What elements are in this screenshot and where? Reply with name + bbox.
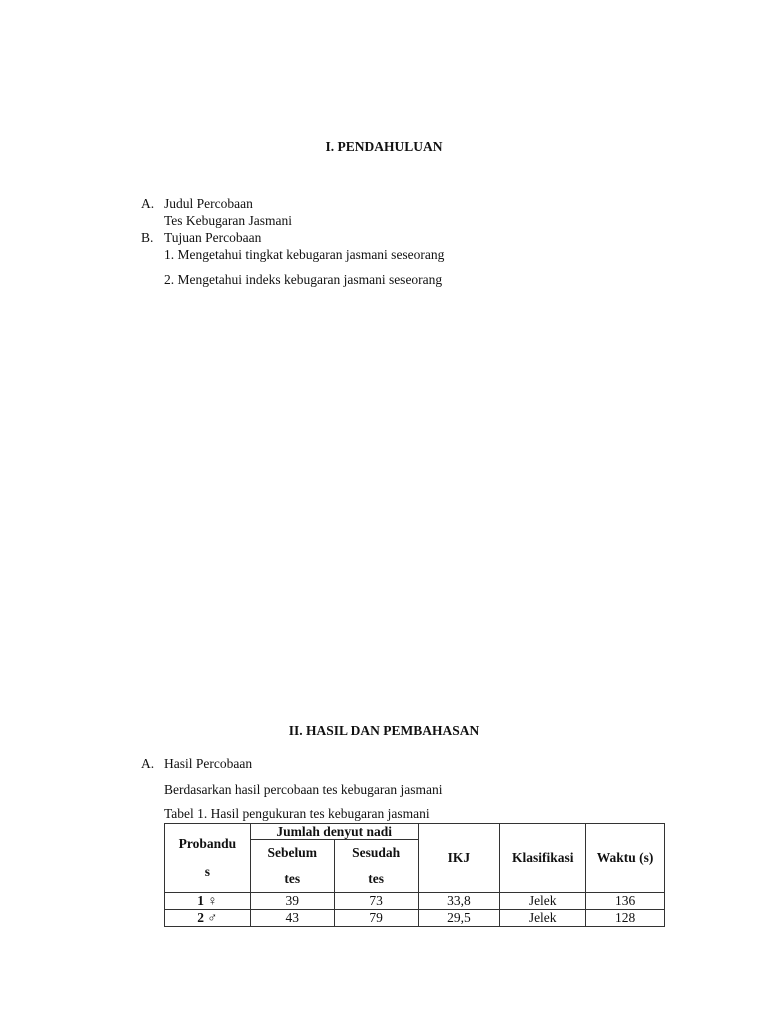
item-a-heading: Judul Percobaan — [164, 196, 253, 211]
cell-after: 73 — [334, 893, 418, 910]
section-2-title: II. HASIL DAN PEMBAHASAN — [288, 723, 480, 738]
header-probandus-line1: Probandu — [178, 836, 237, 851]
header-waktu: Waktu (s) — [586, 824, 665, 893]
cell-before: 43 — [250, 910, 334, 927]
header-probandus-line2: s — [204, 864, 211, 879]
header-ikj: IKJ — [418, 824, 500, 893]
result-heading: Hasil Percobaan — [164, 756, 253, 771]
header-after-line2: tes — [368, 871, 384, 886]
item-b-heading: Tujuan Percobaan — [164, 230, 262, 245]
cell-after: 79 — [334, 910, 418, 927]
cell-before: 39 — [250, 893, 334, 910]
cell-probandus: 2 ♂ — [165, 910, 251, 927]
item-b-marker: B. — [141, 230, 154, 245]
section-1-title: I. PENDAHULUAN — [325, 139, 443, 154]
header-probandus — [165, 824, 251, 893]
cell-probandus: 1 ♀ — [165, 893, 251, 910]
results-table — [164, 823, 665, 927]
item-a-marker: A. — [141, 196, 155, 211]
header-before — [250, 840, 334, 893]
header-klasifikasi: Klasifikasi — [500, 824, 586, 893]
result-intro: Berdasarkan hasil percobaan tes kebugaran jasmani — [164, 782, 443, 797]
header-pulse-group: Jumlah denyut nadi — [250, 824, 418, 840]
header-after — [334, 840, 418, 893]
header-after-line1: Sesudah — [352, 845, 401, 860]
cell-waktu: 136 — [586, 893, 665, 910]
header-before-line2: tes — [284, 871, 301, 886]
item-a-line: Tes Kebugaran Jasmani — [164, 213, 293, 228]
cell-ikj: 29,5 — [418, 910, 500, 927]
table-row — [165, 893, 665, 910]
cell-waktu: 128 — [586, 910, 665, 927]
objective-2: 2. Mengetahui indeks kebugaran jasmani seseorang — [164, 272, 443, 287]
objective-1: 1. Mengetahui tingkat kebugaran jasmani seseorang — [164, 247, 445, 262]
table-row — [165, 910, 665, 927]
result-marker: A. — [141, 756, 155, 771]
header-before-line1: Sebelum — [267, 845, 318, 860]
cell-ikj: 33,8 — [418, 893, 500, 910]
table-header-row — [165, 824, 665, 840]
cell-klasifikasi: Jelek — [500, 910, 586, 927]
table-caption: Tabel 1. Hasil pengukuran tes kebugaran jasmani — [164, 806, 430, 821]
cell-klasifikasi: Jelek — [500, 893, 586, 910]
